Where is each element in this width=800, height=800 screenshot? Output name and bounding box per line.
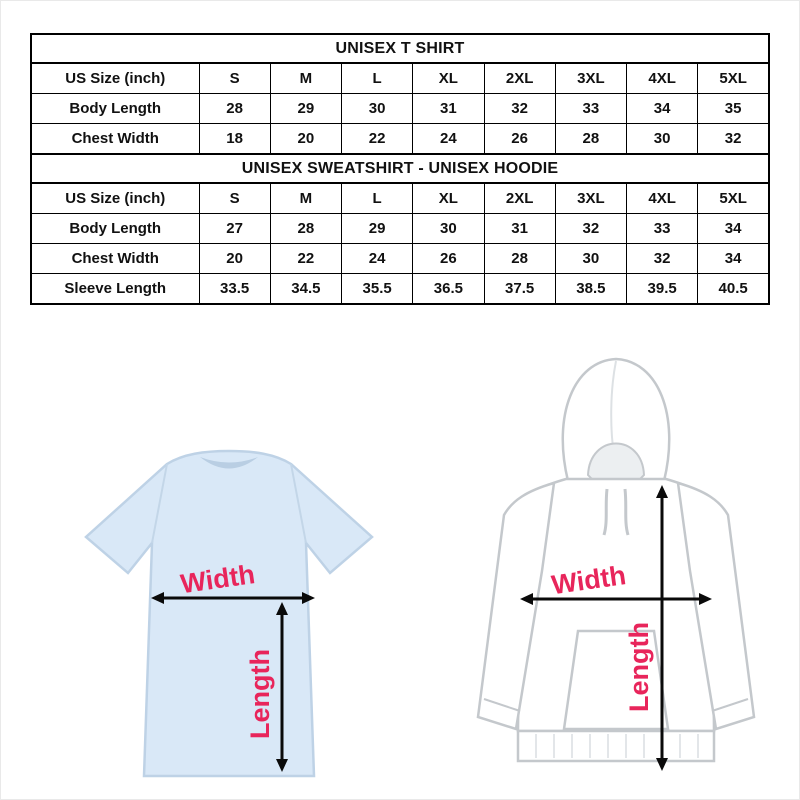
tshirt-body-length-row bbox=[31, 94, 769, 124]
row-label: Chest Width bbox=[31, 124, 199, 155]
size-table bbox=[30, 33, 770, 305]
size-cell: S bbox=[199, 63, 270, 94]
value-cell: 35 bbox=[698, 94, 769, 124]
value-cell: 27 bbox=[199, 214, 270, 244]
hoodie-chest-width-row bbox=[31, 244, 769, 274]
hoodie-diagram bbox=[456, 349, 776, 799]
value-cell: 32 bbox=[627, 244, 698, 274]
hoodie-section-title-row bbox=[31, 154, 769, 183]
hoodie-length-label: Length bbox=[624, 622, 654, 712]
value-cell: 34.5 bbox=[270, 274, 341, 305]
hoodie-size-label: US Size (inch) bbox=[31, 183, 199, 214]
value-cell: 30 bbox=[627, 124, 698, 155]
value-cell: 32 bbox=[484, 94, 555, 124]
value-cell: 24 bbox=[413, 124, 484, 155]
value-cell: 20 bbox=[199, 244, 270, 274]
value-cell: 30 bbox=[413, 214, 484, 244]
value-cell: 30 bbox=[342, 94, 413, 124]
size-cell: 5XL bbox=[698, 63, 769, 94]
tshirt-illustration bbox=[79, 446, 379, 791]
hoodie-size-header-row bbox=[31, 183, 769, 214]
size-cell: M bbox=[270, 183, 341, 214]
hoodie-body-length-row bbox=[31, 214, 769, 244]
tshirt-length-label: Length bbox=[245, 649, 275, 739]
size-cell: XL bbox=[413, 63, 484, 94]
hoodie-illustration bbox=[456, 349, 776, 794]
size-cell: 2XL bbox=[484, 183, 555, 214]
value-cell: 38.5 bbox=[555, 274, 626, 305]
value-cell: 33 bbox=[555, 94, 626, 124]
size-cell: 4XL bbox=[627, 183, 698, 214]
row-label: Chest Width bbox=[31, 244, 199, 274]
size-cell: M bbox=[270, 63, 341, 94]
value-cell: 40.5 bbox=[698, 274, 769, 305]
value-cell: 24 bbox=[342, 244, 413, 274]
size-cell: XL bbox=[413, 183, 484, 214]
value-cell: 35.5 bbox=[342, 274, 413, 305]
value-cell: 34 bbox=[698, 244, 769, 274]
tshirt-diagram bbox=[79, 446, 379, 796]
value-cell: 31 bbox=[413, 94, 484, 124]
size-cell: L bbox=[342, 183, 413, 214]
value-cell: 39.5 bbox=[627, 274, 698, 305]
value-cell: 28 bbox=[270, 214, 341, 244]
tshirt-section-title-row bbox=[31, 34, 769, 63]
size-cell: 2XL bbox=[484, 63, 555, 94]
value-cell: 18 bbox=[199, 124, 270, 155]
tshirt-section-title: UNISEX T SHIRT bbox=[31, 34, 769, 63]
value-cell: 37.5 bbox=[484, 274, 555, 305]
value-cell: 34 bbox=[698, 214, 769, 244]
value-cell: 26 bbox=[484, 124, 555, 155]
tshirt-width-label: Width bbox=[178, 559, 257, 600]
value-cell: 33 bbox=[627, 214, 698, 244]
value-cell: 32 bbox=[698, 124, 769, 155]
size-cell: L bbox=[342, 63, 413, 94]
hoodie-hem-band bbox=[518, 731, 714, 761]
value-cell: 20 bbox=[270, 124, 341, 155]
value-cell: 32 bbox=[555, 214, 626, 244]
value-cell: 31 bbox=[484, 214, 555, 244]
tshirt-silhouette bbox=[86, 451, 372, 776]
value-cell: 36.5 bbox=[413, 274, 484, 305]
value-cell: 30 bbox=[555, 244, 626, 274]
size-cell: S bbox=[199, 183, 270, 214]
size-cell: 5XL bbox=[698, 183, 769, 214]
value-cell: 29 bbox=[270, 94, 341, 124]
value-cell: 22 bbox=[342, 124, 413, 155]
row-label: Body Length bbox=[31, 214, 199, 244]
hoodie-section-title: UNISEX SWEATSHIRT - UNISEX HOODIE bbox=[31, 154, 769, 183]
row-label: Body Length bbox=[31, 94, 199, 124]
value-cell: 29 bbox=[342, 214, 413, 244]
value-cell: 28 bbox=[199, 94, 270, 124]
tshirt-size-header-row bbox=[31, 63, 769, 94]
hoodie-sleeve-length-row bbox=[31, 274, 769, 305]
value-cell: 33.5 bbox=[199, 274, 270, 305]
value-cell: 26 bbox=[413, 244, 484, 274]
size-cell: 3XL bbox=[555, 183, 626, 214]
tshirt-chest-width-row bbox=[31, 124, 769, 155]
size-cell: 4XL bbox=[627, 63, 698, 94]
value-cell: 34 bbox=[627, 94, 698, 124]
row-label: Sleeve Length bbox=[31, 274, 199, 305]
value-cell: 22 bbox=[270, 244, 341, 274]
hoodie-width-label: Width bbox=[549, 560, 628, 601]
tshirt-size-label: US Size (inch) bbox=[31, 63, 199, 94]
value-cell: 28 bbox=[484, 244, 555, 274]
value-cell: 28 bbox=[555, 124, 626, 155]
size-cell: 3XL bbox=[555, 63, 626, 94]
